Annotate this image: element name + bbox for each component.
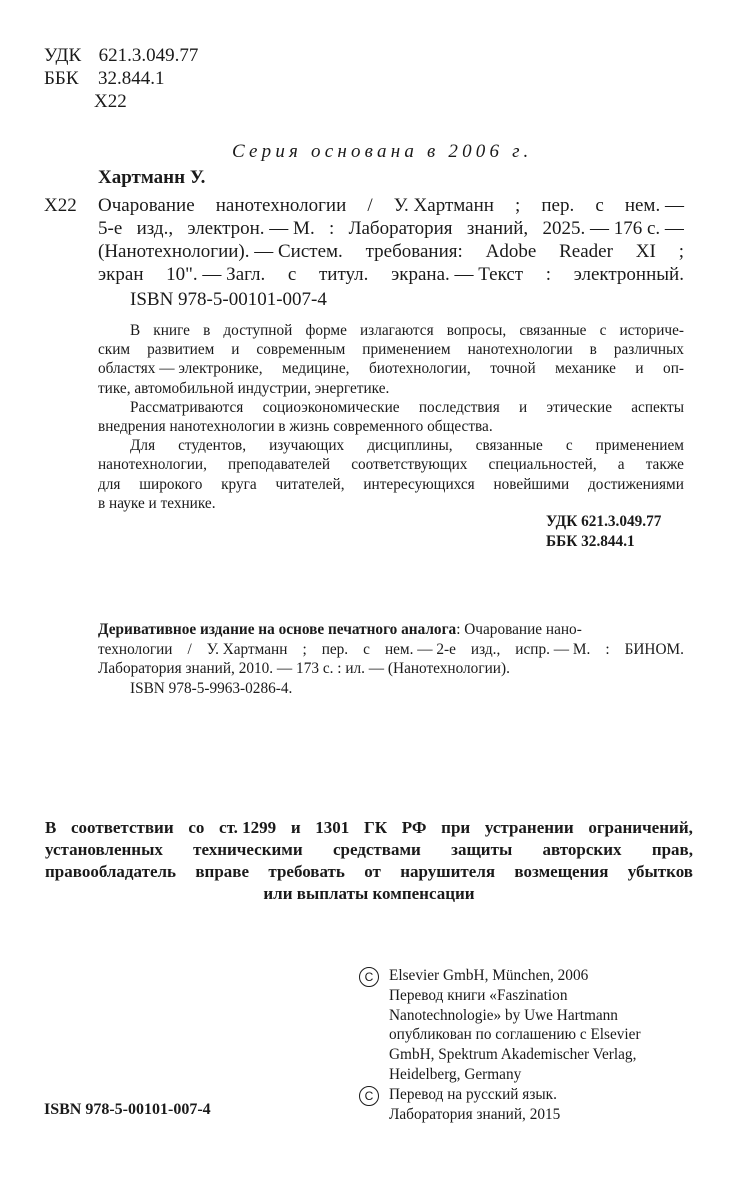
word: пер. <box>541 195 575 216</box>
legal-line-1 <box>45 817 693 839</box>
word: XI <box>635 241 656 262</box>
derivative-edition <box>98 620 684 698</box>
word: знаний, <box>466 218 529 239</box>
copyright-line: Elsevier GmbH, München, 2006 <box>389 967 589 984</box>
word: 1301 <box>315 818 350 837</box>
word: книге <box>153 322 190 339</box>
word: последствия <box>418 398 500 416</box>
bib-code: Х22 <box>44 195 77 216</box>
copyright-line: Лаборатория знаний, 2015 <box>389 1105 561 1123</box>
word: Рассматриваются <box>130 398 244 416</box>
word: и <box>635 360 644 378</box>
bib-line-4 <box>98 263 684 286</box>
legal-line-2 <box>45 839 693 861</box>
annotation-line: тике, автомобильной индустрии, энергетике. <box>98 379 390 397</box>
word: социоэкономические <box>262 398 400 416</box>
word: специальностей, <box>488 456 597 474</box>
word: нем. — 2-е <box>384 640 456 658</box>
series-note: Серия основана в 2006 г. <box>232 141 533 162</box>
derivative-line-2 <box>98 640 684 660</box>
word: устранении <box>484 818 574 837</box>
word: Лаборатория <box>348 218 453 239</box>
word: нанотехнологии, <box>98 456 207 474</box>
copyright-entry-2 <box>359 1085 641 1125</box>
word: точной <box>490 360 536 378</box>
word: различных <box>613 341 684 359</box>
copyright-icon: C <box>359 1086 379 1106</box>
right-udc: УДК 621.3.049.77 <box>546 513 662 530</box>
word: и <box>519 398 528 416</box>
copyright-line: GmbH, Spektrum Akademischer Verlag, <box>389 1046 637 1064</box>
word: применением <box>595 437 684 455</box>
word: ст. 1299 <box>219 818 277 837</box>
word: Reader <box>559 241 613 262</box>
copyright-line: Перевод на русский язык. <box>389 1085 557 1103</box>
word: требовать <box>268 862 345 881</box>
word: 5-е <box>98 218 123 239</box>
author-heading: Хартманн У. <box>98 167 206 188</box>
word: : <box>329 218 335 239</box>
isbn-main: ISBN 978-5-00101-007-4 <box>130 289 327 310</box>
word: нем. — <box>624 195 684 216</box>
word: вопросы, <box>446 322 507 339</box>
word: пер. <box>321 640 349 658</box>
word: при <box>441 818 471 837</box>
annotation-line: внедрения нанотехнологии в жизнь современного общества. <box>98 418 493 436</box>
word: излагаются <box>359 322 434 339</box>
word: круга <box>221 475 257 493</box>
word: электронный. <box>573 264 684 285</box>
word: Очарование <box>98 195 195 216</box>
word: от <box>364 862 381 881</box>
word: экран <box>98 264 144 285</box>
word: : <box>545 264 552 285</box>
annotation-line <box>98 455 684 474</box>
annotation-line <box>98 475 684 494</box>
word: 10". — Загл. <box>166 264 266 285</box>
word: доступной <box>223 322 293 339</box>
word: БИНОМ. <box>624 640 684 658</box>
word: убытков <box>627 862 693 881</box>
copyright-line: Nanotechnologie» by Uwe Hartmann <box>389 1006 618 1024</box>
word: ; <box>678 241 684 262</box>
annotation-line <box>98 321 684 340</box>
word: установленных <box>45 840 163 859</box>
word: связанные <box>475 437 543 455</box>
word: широкого <box>139 475 203 493</box>
word: с <box>565 437 573 455</box>
word: ; <box>515 195 521 216</box>
word: связанные <box>519 322 587 339</box>
word: механике <box>555 360 616 378</box>
word: также <box>645 456 684 474</box>
word: У. Хартманн <box>393 195 494 216</box>
bbk-label: ББК <box>44 68 79 89</box>
word: / <box>187 640 192 658</box>
word: биотехнологии, <box>368 360 471 378</box>
bibliographic-record <box>98 194 684 311</box>
word: студентов, <box>178 437 247 455</box>
word: / <box>367 195 373 216</box>
annotation-line <box>98 340 684 359</box>
word: с <box>599 322 607 339</box>
right-bbk: ББК 32.844.1 <box>546 533 635 550</box>
word: (Нанотехнологии). — Систем. <box>98 241 343 262</box>
word: Adobe <box>485 241 537 262</box>
word: а <box>617 456 625 474</box>
word: возмещения <box>514 862 609 881</box>
word: требования: <box>365 241 463 262</box>
annotation-line <box>98 359 684 378</box>
copyright-icon: C <box>359 967 379 987</box>
word: В <box>130 322 141 339</box>
bbk-row <box>44 67 198 90</box>
word: новейшими <box>493 475 570 493</box>
legal-line-4: или выплаты компенсации <box>263 884 475 903</box>
word: РФ <box>401 818 427 837</box>
word: оп- <box>663 360 684 378</box>
derivative-label: Деривативное издание на основе печатного аналога <box>98 621 457 638</box>
derivative-line-3: Лаборатория знаний, 2010. — 173 с. : ил. — (Нанотехнологии). <box>98 660 510 677</box>
word: авторских <box>542 840 622 859</box>
word: нарушителя <box>400 862 496 881</box>
word: У. Хартманн <box>206 640 288 658</box>
word: соответствующих <box>351 456 468 474</box>
udc-row <box>44 44 198 67</box>
word: титул. <box>318 264 369 285</box>
annotation-line <box>98 436 684 455</box>
word: ограничений, <box>588 818 693 837</box>
udc-value: 621.3.049.77 <box>98 45 199 66</box>
copyright-entry-1 <box>359 966 641 1085</box>
word: электрон. — М. <box>187 218 315 239</box>
word: изд., <box>470 640 501 658</box>
word: техническими <box>193 840 303 859</box>
word: интересующихся <box>363 475 475 493</box>
word: в <box>203 322 211 339</box>
derivative-line-1 <box>98 620 684 640</box>
bbk-value: 32.844.1 <box>98 68 165 89</box>
word: нанотехнологии <box>467 341 573 359</box>
annotation-line: в науке и технике. <box>98 494 216 512</box>
word: читателей, <box>275 475 345 493</box>
word: и <box>290 818 301 837</box>
word: Для <box>130 437 156 455</box>
word: со <box>188 818 205 837</box>
udc-label: УДК <box>44 45 82 66</box>
word: аспекты <box>631 398 684 416</box>
annotation-line <box>98 398 684 417</box>
word: нанотехнологии <box>215 195 347 216</box>
word: защиты <box>451 840 513 859</box>
word: испр. — М. <box>515 640 591 658</box>
isbn-bottom: ISBN 978-5-00101-007-4 <box>44 1101 211 1118</box>
word: дисциплины, <box>367 437 453 455</box>
word: преподавателей <box>228 456 331 474</box>
word: в <box>589 341 597 359</box>
word: изд., <box>136 218 174 239</box>
word: ; <box>302 640 307 658</box>
author-sign: Х22 <box>94 91 127 112</box>
word: современным <box>256 341 346 359</box>
word: ским <box>98 341 131 359</box>
word: средствами <box>332 840 421 859</box>
legal-notice <box>45 817 693 905</box>
word: с <box>287 264 297 285</box>
word: прав, <box>651 840 693 859</box>
word: 2025. — 176 с. — <box>542 218 684 239</box>
word: соответствии <box>71 818 174 837</box>
word: медицине, <box>282 360 350 378</box>
word: : <box>605 640 610 658</box>
annotation <box>98 321 684 513</box>
word: экрана. — Текст <box>391 264 524 285</box>
word: В <box>45 818 57 837</box>
word: областях — электронике, <box>98 360 263 378</box>
copyright-block <box>359 966 641 1124</box>
copyright-line: Перевод книги «Faszination <box>389 986 568 1004</box>
word: ГК <box>363 818 388 837</box>
copyright-line: опубликован по соглашению с Elsevier <box>389 1026 641 1044</box>
word: этические <box>546 398 612 416</box>
derivative-isbn: ISBN 978-5-9963-0286-4. <box>130 679 293 697</box>
word: вправе <box>195 862 250 881</box>
word: технологии <box>98 640 173 658</box>
legal-line-3 <box>45 861 693 883</box>
classification-block <box>44 44 198 113</box>
derivative-title: : Очарование нано- <box>456 621 582 638</box>
bib-line-1 <box>98 194 684 217</box>
word: форме <box>305 322 347 339</box>
word: правообладатель <box>45 862 177 881</box>
word: и <box>231 341 240 359</box>
word: с <box>595 195 604 216</box>
bib-line-3 <box>98 240 684 263</box>
word: для <box>98 475 121 493</box>
bib-line-2 <box>98 217 684 240</box>
copyright-line: Heidelberg, Germany <box>389 1065 522 1083</box>
word: с <box>363 640 370 658</box>
word: достижениями <box>588 475 684 493</box>
word: изучающих <box>269 437 345 455</box>
word: историче- <box>619 322 684 339</box>
right-codes <box>546 512 661 552</box>
word: развитием <box>147 341 215 359</box>
word: применением <box>362 341 451 359</box>
